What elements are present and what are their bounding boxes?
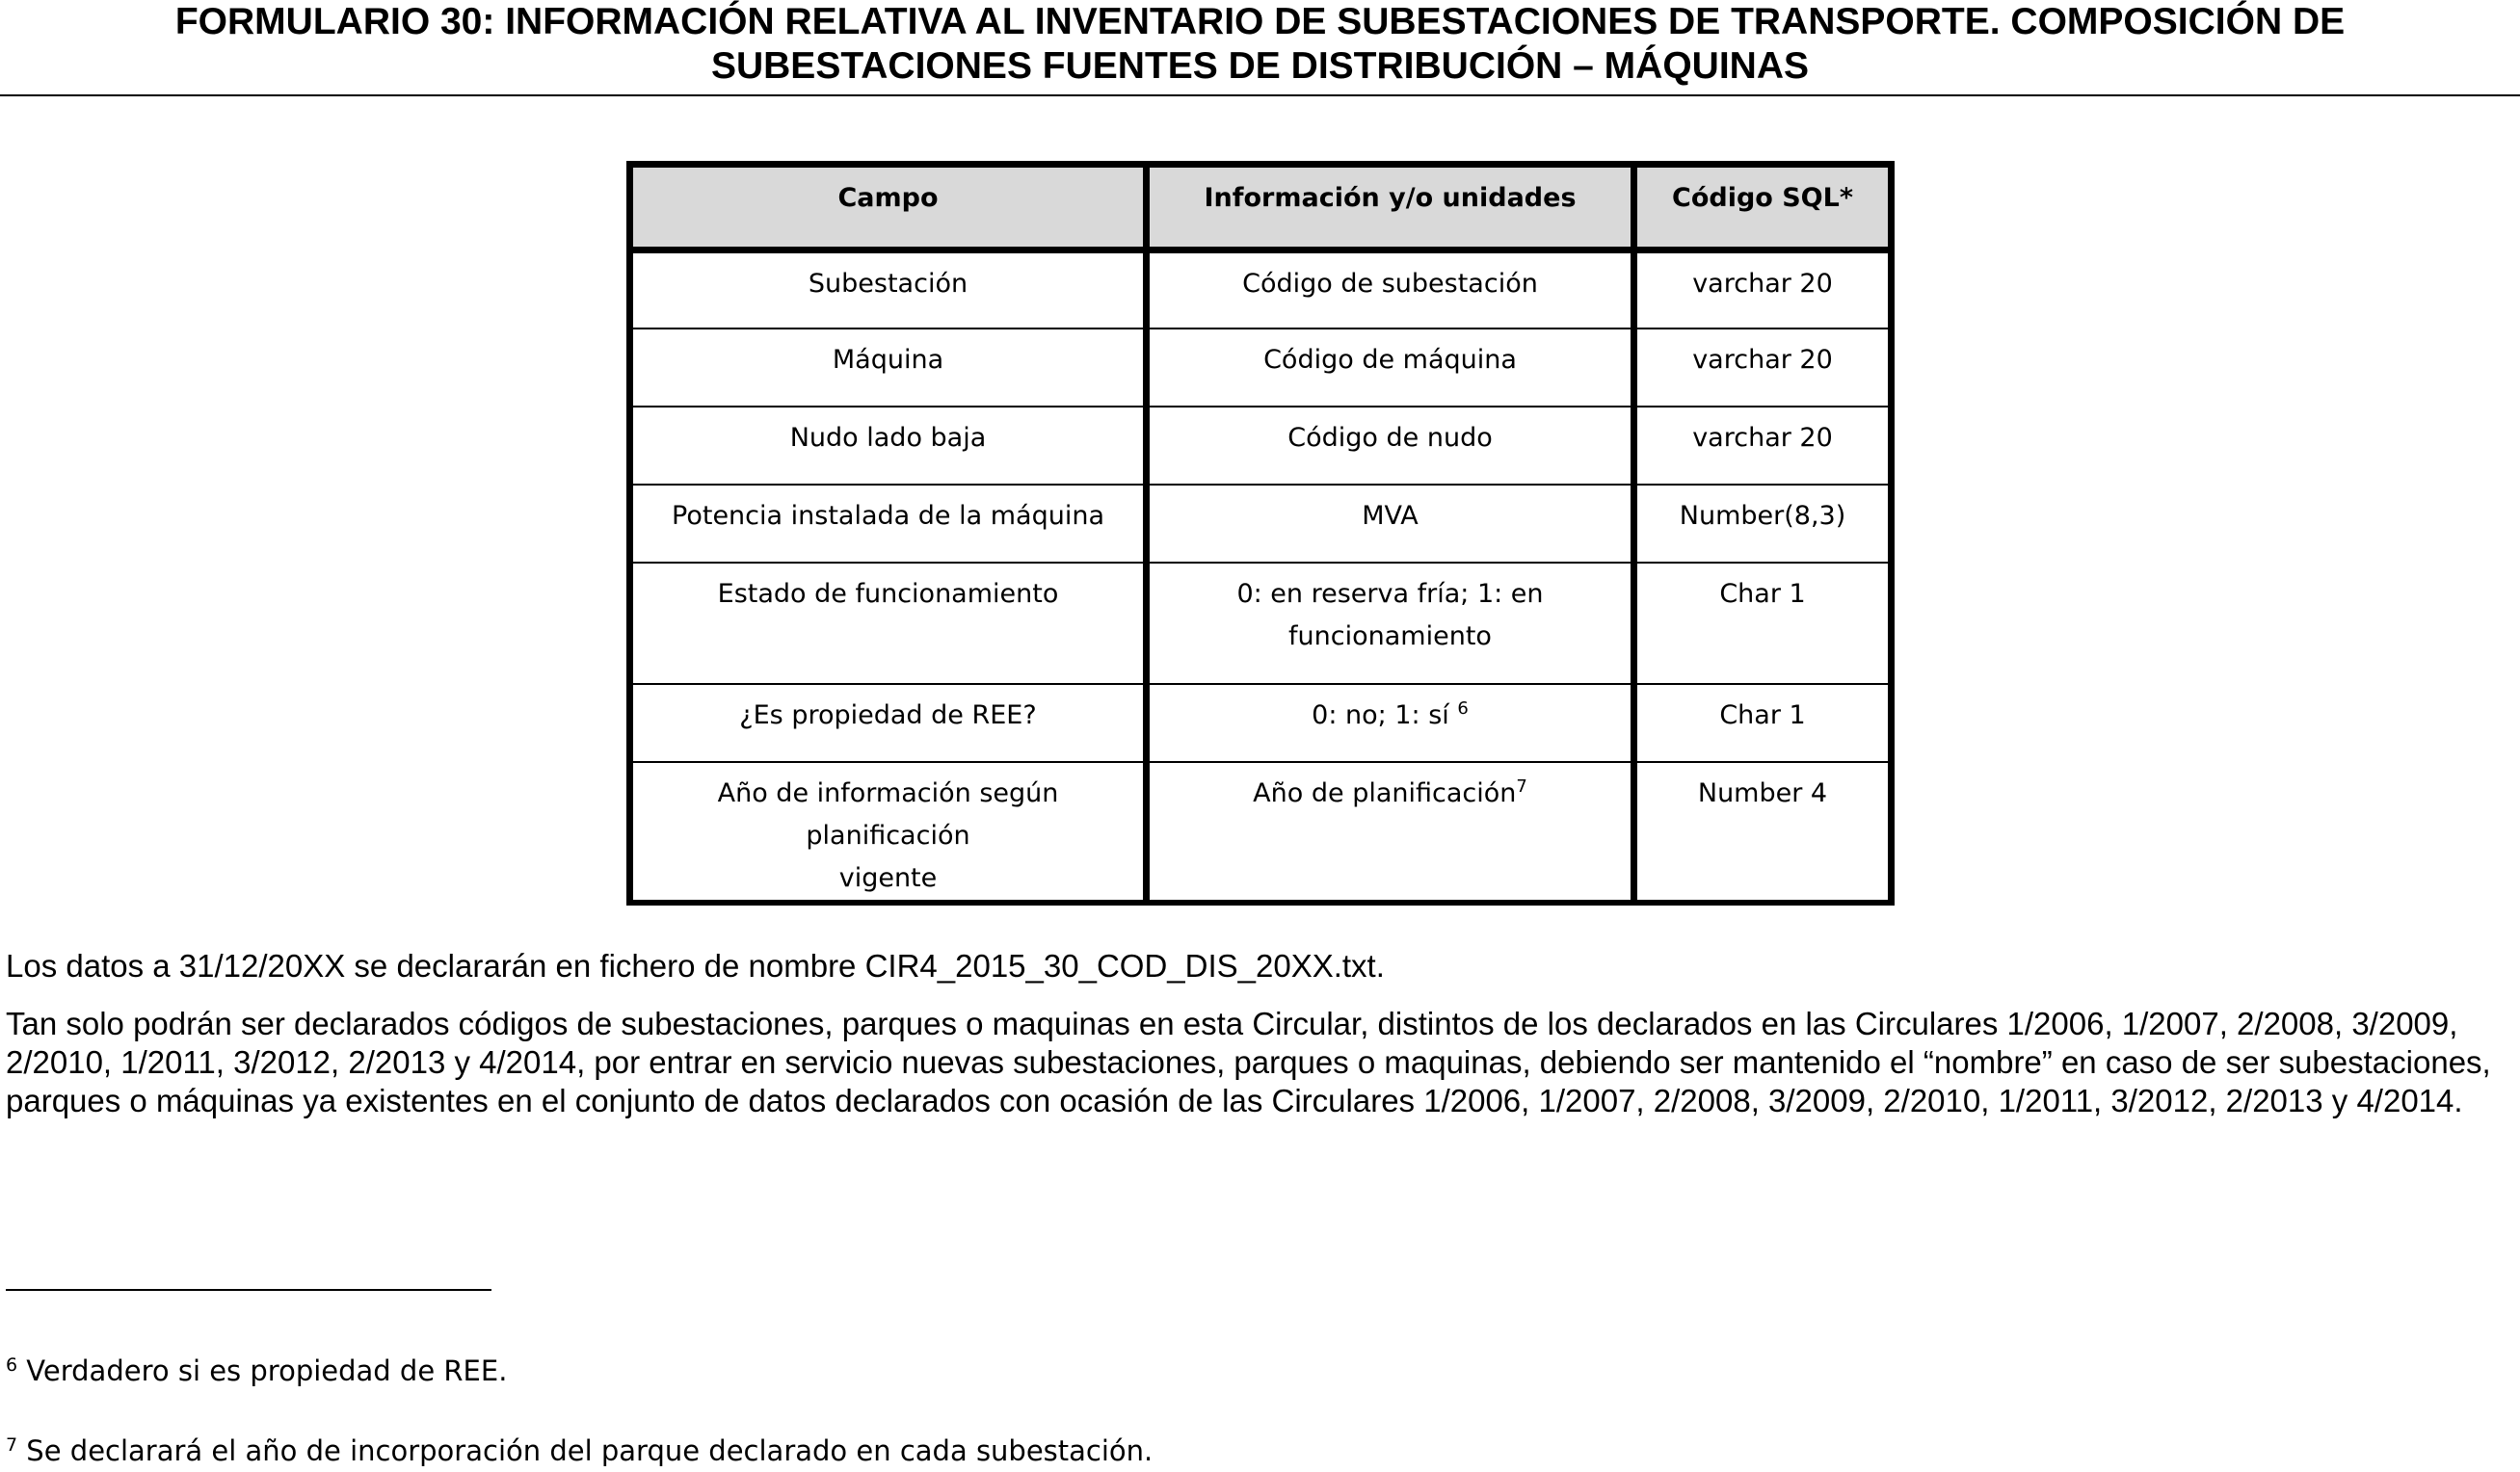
cell-info	[1147, 684, 1634, 762]
cell-campo: Potencia instalada de la máquina	[630, 485, 1147, 563]
footnote-6	[6, 1354, 507, 1388]
footnote-text: Se declarará el año de incorporación del parque declarado en cada subestación.	[17, 1434, 1154, 1467]
cell-sql: Char 1	[1634, 563, 1892, 684]
cell-campo: Subestación	[630, 250, 1147, 329]
cell-sql: Number(8,3)	[1634, 485, 1892, 563]
table-row	[630, 563, 1892, 684]
form-heading	[0, 0, 2520, 89]
footnote-reference-7[interactable]: 7	[1516, 775, 1527, 797]
cell-info-text: 0: no; 1: sí	[1312, 699, 1458, 730]
footnote-7	[6, 1433, 1153, 1468]
table-row	[630, 762, 1892, 903]
cell-info-text: Año de planificación	[1253, 777, 1517, 808]
cell-info: Código de nudo	[1147, 407, 1634, 485]
declaration-rules-paragraph: Tan solo podrán ser declarados códigos de subestaciones, parques o maquinas en esta Circular, distintos de los declarados en las Circulares 1/2006, 1/2007, 2/2008, 3/2009, 2/2010, 1/2011, 3/2012, 2/2013 y 4/2014, por entrar en servicio nuevas subestaciones, parques o maquinas, debiendo ser mantenido el “nombre” en caso de ser subestaciones, parques o máquinas ya existentes en el conjunto de datos declarados con ocasión de las Circulares 1/2006, 1/2007, 2/2008, 3/2009, 2/2010, 1/2011, 3/2012, 2/2013 y 4/2014.	[6, 1006, 2491, 1118]
cell-info-line-1: 0: en reserva fría; 1: en	[1236, 578, 1544, 609]
header-codigo-sql: Código SQL*	[1634, 165, 1892, 250]
cell-campo	[630, 762, 1147, 903]
cell-campo-line-1: Año de información según planificación	[717, 777, 1059, 851]
table-header-row	[630, 165, 1892, 250]
cell-info	[1147, 563, 1634, 684]
cell-campo: Estado de funcionamiento	[630, 563, 1147, 684]
footnote-reference-6[interactable]: 6	[1457, 697, 1469, 719]
table-row	[630, 684, 1892, 762]
field-spec-table	[626, 161, 1895, 906]
heading-line-1: FORMULARIO 30: INFORMACIÓN RELATIVA AL INVENTARIO DE SUBESTACIONES DE TRANSPORTE. COMPOSICIÓN DE	[174, 1, 2346, 42]
cell-campo: ¿Es propiedad de REE?	[630, 684, 1147, 762]
field-spec-table-wrapper	[626, 161, 1895, 906]
cell-info-line-2: funcionamiento	[1288, 620, 1492, 651]
cell-sql: Char 1	[1634, 684, 1892, 762]
cell-campo: Nudo lado baja	[630, 407, 1147, 485]
heading-divider	[0, 94, 2520, 96]
cell-sql: varchar 20	[1634, 407, 1892, 485]
table-row	[630, 485, 1892, 563]
file-name-paragraph: Los datos a 31/12/20XX se declararán en fichero de nombre CIR4_2015_30_COD_DIS_20XX.txt.	[6, 948, 1385, 984]
cell-info: Código de máquina	[1147, 329, 1634, 407]
header-campo: Campo	[630, 165, 1147, 250]
cell-campo: Máquina	[630, 329, 1147, 407]
footnote-separator	[6, 1289, 491, 1291]
cell-sql: varchar 20	[1634, 250, 1892, 329]
footnote-number: 6	[6, 1354, 18, 1376]
footnote-text: Verdadero si es propiedad de REE.	[17, 1354, 508, 1387]
cell-sql: varchar 20	[1634, 329, 1892, 407]
table-row	[630, 250, 1892, 329]
header-informacion: Información y/o unidades	[1147, 165, 1634, 250]
cell-info: MVA	[1147, 485, 1634, 563]
cell-sql: Number 4	[1634, 762, 1892, 903]
cell-info: Código de subestación	[1147, 250, 1634, 329]
table-row	[630, 329, 1892, 407]
cell-info	[1147, 762, 1634, 903]
heading-line-2: SUBESTACIONES FUENTES DE DISTRIBUCIÓN – MÁQUINAS	[710, 45, 1810, 87]
table-row	[630, 407, 1892, 485]
cell-campo-line-2: vigente	[838, 862, 938, 893]
footnote-number: 7	[6, 1434, 18, 1456]
